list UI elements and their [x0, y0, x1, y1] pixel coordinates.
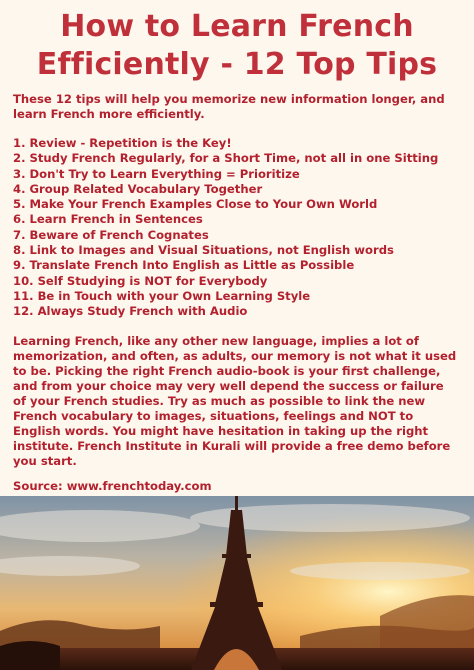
tip-item: 3. Don't Try to Learn Everything = Prioritize — [13, 166, 300, 181]
tip-item: 12. Always Study French with Audio — [13, 304, 248, 319]
tip-item: 11. Be in Touch with your Own Learning Style — [13, 288, 311, 303]
tip-item: 4. Group Related Vocabulary Together — [13, 181, 263, 196]
tip-item: 5. Make Your French Examples Close to Your Own World — [13, 197, 378, 212]
tip-item: 2. Study French Regularly, for a Short Time, not all in one Sitting — [13, 151, 439, 166]
tip-item: 7. Beware of French Cognates — [13, 227, 209, 242]
tip-item: 8. Link to Images and Visual Situations, not English words — [13, 243, 394, 258]
tip-item: 1. Review - Repetition is the Key! — [13, 136, 232, 150]
tip-item: 6. Learn French in Sentences — [13, 212, 203, 227]
tip-item: 10. Self Studying is NOT for Everybody — [13, 273, 268, 288]
content-area — [0, 84, 474, 494]
source-line: Source: www.frenchtoday.com — [13, 478, 212, 493]
page-title: How to Learn French Efficiently - 12 Top Tips — [36, 9, 438, 82]
body-paragraph: Learning French, like any other new language, implies a lot of memorization, and often, as adults, our memory is not what it used to be. Picking the right French audio-book is your first challenge, and from your choice may very well depend the success or failure of your French studies. Try as much as possible to link the new French vocabulary to images, situations, feelings and NOT to English words. You might have hesitation in taking up the right institute. French Institute in Kurali will provide a free demo before you start. — [13, 333, 457, 468]
intro-text: These 12 tips will help you memorize new information longer, and learn French more efficiently. — [13, 92, 445, 121]
tip-item: 9. Translate French Into English as Little as Possible — [13, 258, 355, 273]
tips-list — [13, 136, 458, 320]
eiffel-tower-sunset-photo — [0, 496, 474, 670]
